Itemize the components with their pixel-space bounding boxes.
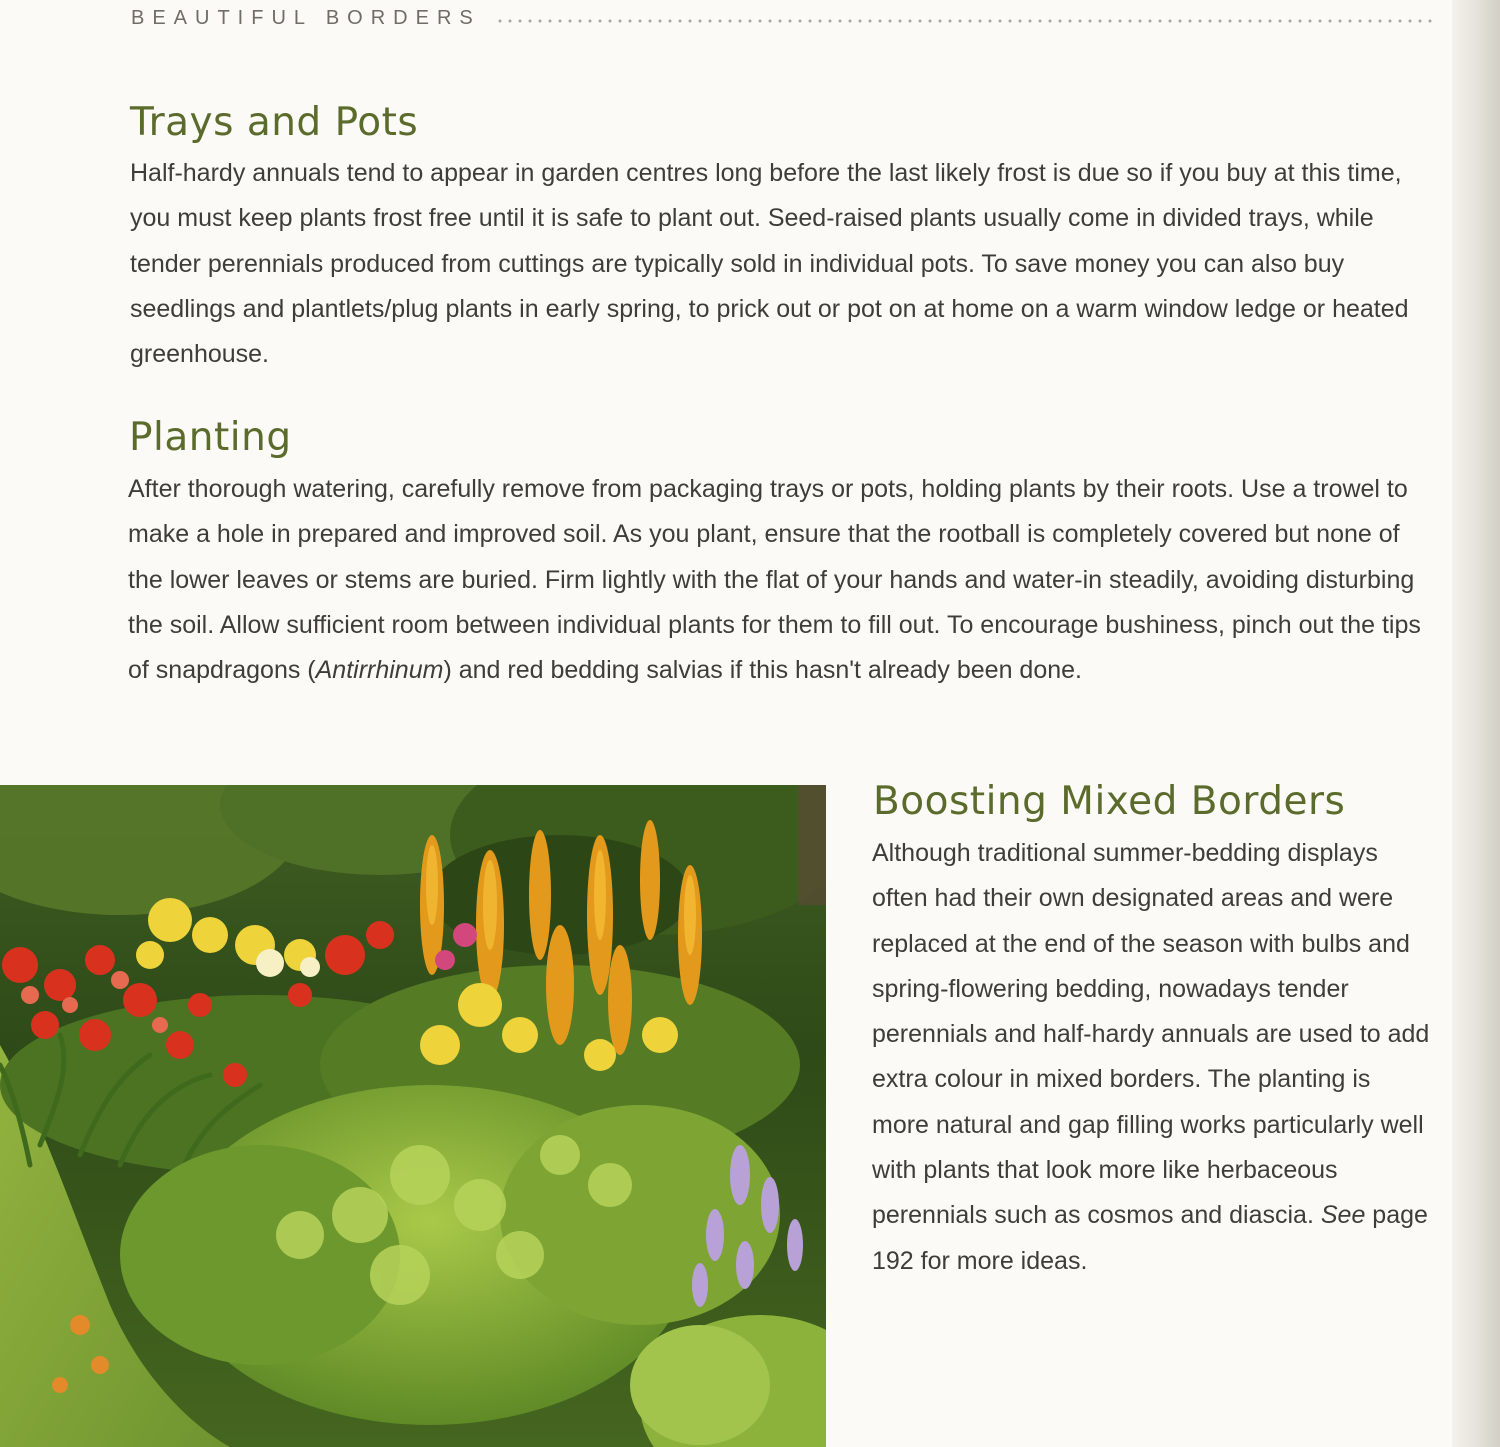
flower-border-illustration bbox=[0, 785, 826, 1447]
boosting-text-end: page 192 for more ideas. bbox=[872, 1201, 1428, 1275]
boosting-mixed-borders-heading: Boosting Mixed Borders bbox=[873, 779, 1346, 824]
boosting-text-part: Although traditional summer-bedding displays often had their own designated areas and were replaced at the end of the season with bulbs and spring-flowering bedding, nowadays tender perennials and half-hardy annuals are used to add extra colour in mixed borders. The planting is more natural and gap filling works particularly well with plants that look more like herbaceous perennials such as cosmos and diascia. bbox=[872, 839, 1430, 1230]
planting-heading: Planting bbox=[129, 415, 292, 460]
planting-text-end: ) and red bedding salvias if this hasn't already been done. bbox=[443, 656, 1082, 685]
planting-text-part: After thorough watering, carefully remove from packaging trays or pots, holding plants by their roots. Use a trowel to make a hole in prepared and improved soil. As you plant, ensure that the rootball is completely covered but none of the lower leaves or stems are buried. Firm lightly with the flat of your hands and water-in steadily, avoiding disturbing the soil. Allow sufficient room between individual plants for them to fill out. To encourage bushiness, pinch out the tips of snapdragons ( bbox=[128, 475, 1421, 685]
page-gutter-shadow bbox=[1452, 0, 1500, 1447]
running-header-dot-leader bbox=[495, 19, 1436, 23]
running-header-title: BEAUTIFUL BORDERS bbox=[131, 6, 481, 29]
flower-border-photo bbox=[0, 785, 826, 1447]
planting-paragraph bbox=[128, 467, 1438, 693]
planting-latin-name: Antirrhinum bbox=[315, 656, 444, 685]
running-header bbox=[131, 4, 1436, 32]
boosting-mixed-borders-paragraph bbox=[872, 831, 1432, 1284]
boosting-see-italic: See bbox=[1320, 1201, 1366, 1230]
trays-and-pots-paragraph: Half-hardy annuals tend to appear in garden centres long before the last likely frost is due so if you buy at this time, you must keep plants frost free until it is safe to plant out. Seed-raised plants usually come in divided trays, while tender perennials produced from cuttings are typically sold in individual pots. To save money you can also buy seedlings and plantlets/plug plants in early spring, to prick out or pot on at home on a warm window ledge or heated greenhouse. bbox=[130, 159, 1409, 369]
trays-and-pots-heading: Trays and Pots bbox=[130, 100, 419, 145]
